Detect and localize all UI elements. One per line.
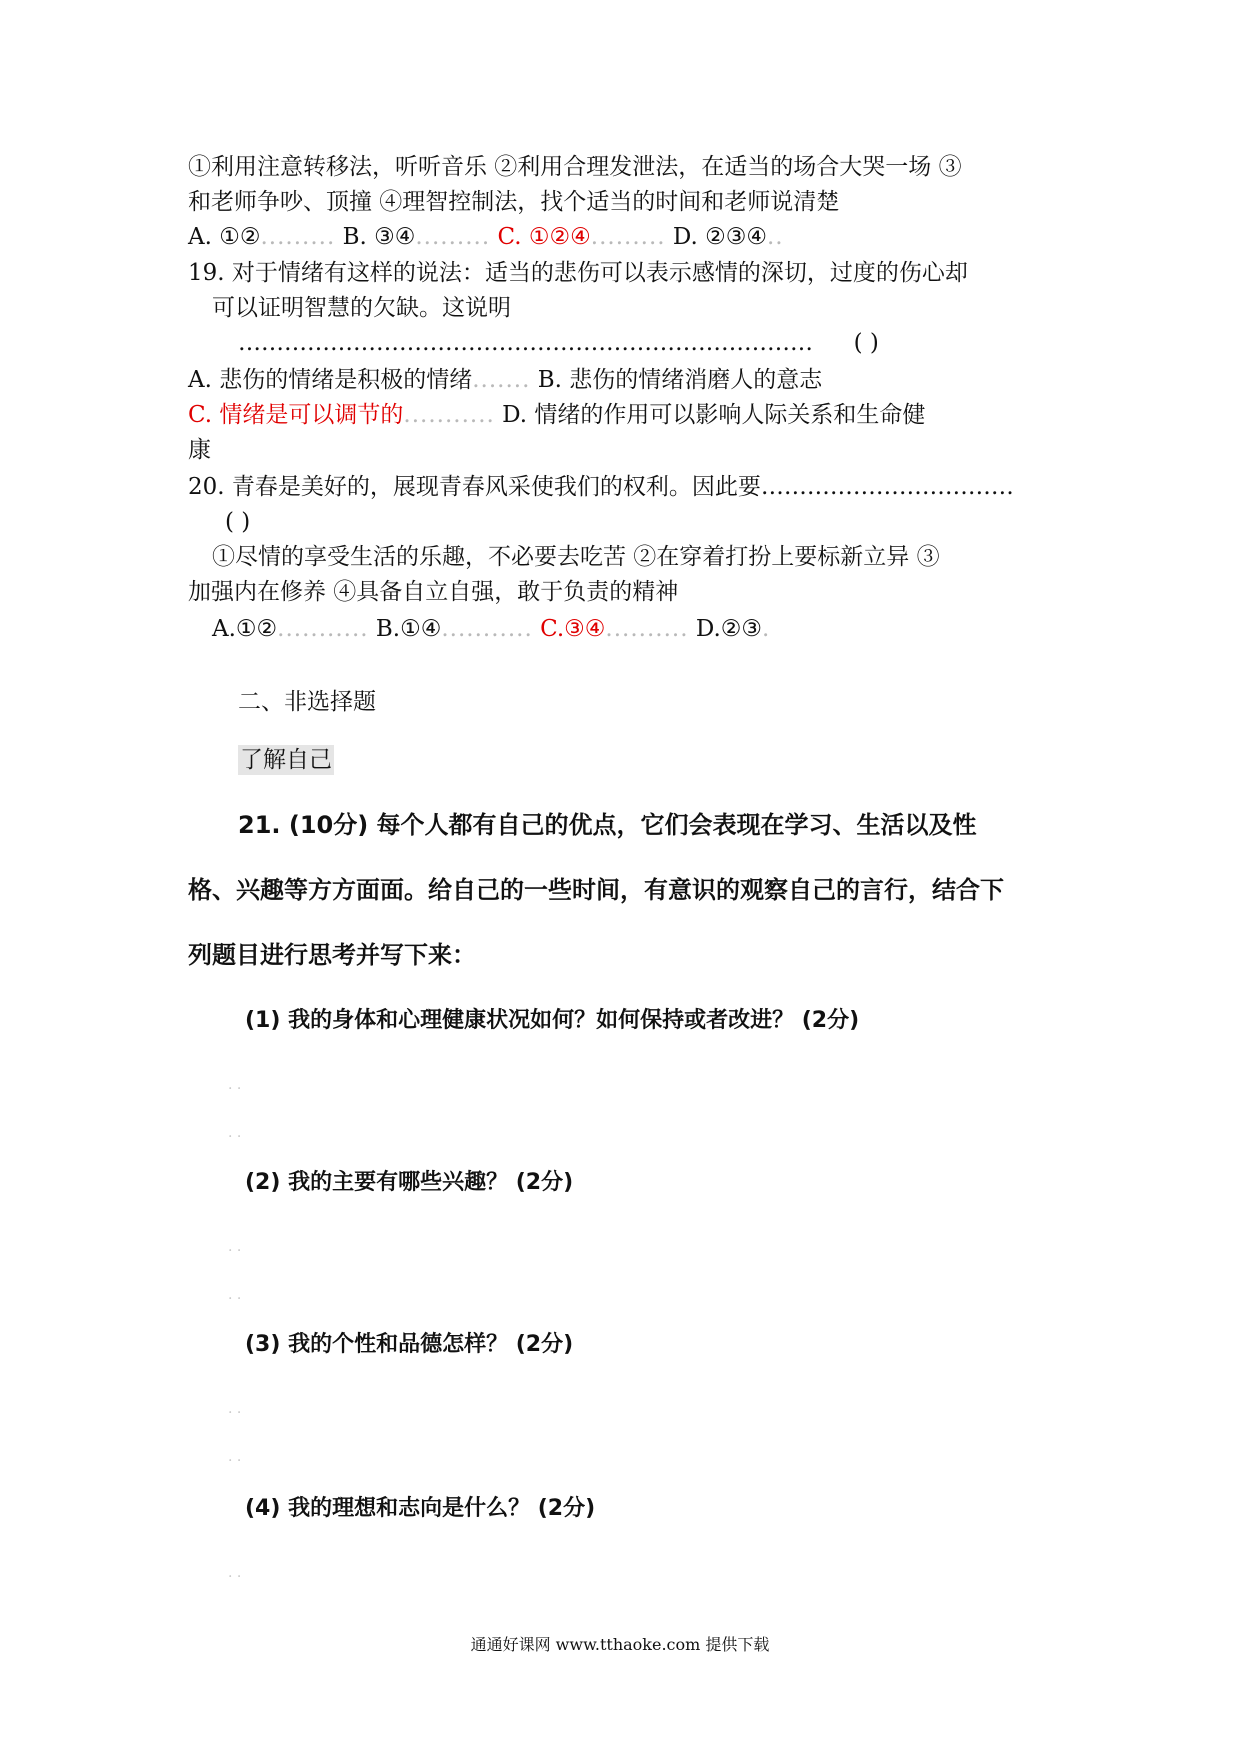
q19-stem-line2: 可以证明智慧的欠缺。这说明 xyxy=(212,295,511,321)
q18-options: A. ①②......... B. ③④......... C. ①②④......... D. ②③④.. xyxy=(188,224,784,250)
q19-options-row2: C. 情绪是可以调节的........... D. 情绪的作用可以影响人际关系和生命健 xyxy=(188,402,926,428)
q21-sub3: (3) 我的个性和品德怎样？ (2分) xyxy=(245,1332,574,1357)
q19-stem-line1: 19. 对于情绪有这样的说法：适当的悲伤可以表示感情的深切，过度的伤心却 xyxy=(188,260,968,286)
q20-statement-line2: 加强内在修养 ④具备自立自强，敢于负责的精神 xyxy=(188,579,679,605)
page-footer: 通通好课网 www.tthaoke.com 提供下载 xyxy=(470,1635,770,1654)
q19-option-b: B. 悲伤的情绪消磨人的意志 xyxy=(537,367,823,393)
q19-options-row1: A. 悲伤的情绪是积极的情绪....... B. 悲伤的情绪消磨人的意志 xyxy=(188,367,823,393)
topic-heading-wrap xyxy=(238,745,334,775)
q18-option-d: D. ②③④ xyxy=(672,224,767,250)
q21-sub2: (2) 我的主要有哪些兴趣？ (2分) xyxy=(245,1170,574,1195)
q19-leader-dots: ………………………………………………………………… xyxy=(238,330,813,356)
topic-heading: 了解自己 xyxy=(240,747,332,773)
answer-space-marker: . . xyxy=(228,1077,242,1093)
q21-sub4: (4) 我的理想和志向是什么？ (2分) xyxy=(245,1496,596,1521)
q20-options: A.①②........... B.①④........... C.③④.......... D.②③. xyxy=(212,616,771,642)
q20-statement-line1: ①尽情的享受生活的乐趣，不必要去吃苦 ②在穿着打扮上要标新立异 ③ xyxy=(212,544,940,570)
q18-option-a: A. ①② xyxy=(188,224,261,250)
q20-stem: 20. 青春是美好的，展现青春风采使我们的权利。因此要…………………………… xyxy=(188,474,1014,500)
q20-option-a: A.①② xyxy=(212,616,278,642)
q19-answer-leader xyxy=(238,328,879,358)
q21-sub1: (1) 我的身体和心理健康状况如何？如何保持或者改进？ (2分) xyxy=(245,1008,860,1033)
q19-answer-paren: ( ) xyxy=(853,330,879,356)
section-title: 二、非选择题 xyxy=(238,689,376,715)
q18-option-b: B. ③④ xyxy=(342,224,416,250)
answer-space-marker: . . xyxy=(228,1449,242,1465)
q21-intro-line2: 格、兴趣等方方面面。给自己的一些时间，有意识的观察自己的言行，结合下 xyxy=(188,876,1004,904)
answer-space-marker: . . xyxy=(228,1401,242,1417)
q19-option-a: A. 悲伤的情绪是积极的情绪 xyxy=(188,367,473,393)
answer-space-marker: . . xyxy=(228,1565,242,1581)
q20-option-c-answer: C.③④ xyxy=(540,616,606,642)
q19-option-c-answer: C. 情绪是可以调节的 xyxy=(188,402,404,428)
q20-option-d: D.②③ xyxy=(695,616,763,642)
answer-space-marker: . . xyxy=(228,1287,242,1303)
q18-statement-line1: ①利用注意转移法，听听音乐 ②利用合理发泄法，在适当的场合大哭一场 ③ xyxy=(188,154,962,180)
q18-option-c-answer: C. ①②④ xyxy=(497,224,591,250)
q19-option-d: D. 情绪的作用可以影响人际关系和生命健 xyxy=(502,402,926,428)
answer-space-marker: . . xyxy=(228,1239,242,1255)
q20-option-b: B.①④ xyxy=(375,616,442,642)
q21-intro-line3: 列题目进行思考并写下来： xyxy=(188,941,476,969)
q21-intro-line1: 21. (10分) 每个人都有自己的优点，它们会表现在学习、生活以及性 xyxy=(238,811,977,839)
q19-option-d-continued: 康 xyxy=(188,437,211,463)
q20-answer-paren: ( ) xyxy=(225,509,251,535)
q18-statement-line2: 和老师争吵、顶撞 ④理智控制法，找个适当的时间和老师说清楚 xyxy=(188,189,840,215)
answer-space-marker: . . xyxy=(228,1125,242,1141)
